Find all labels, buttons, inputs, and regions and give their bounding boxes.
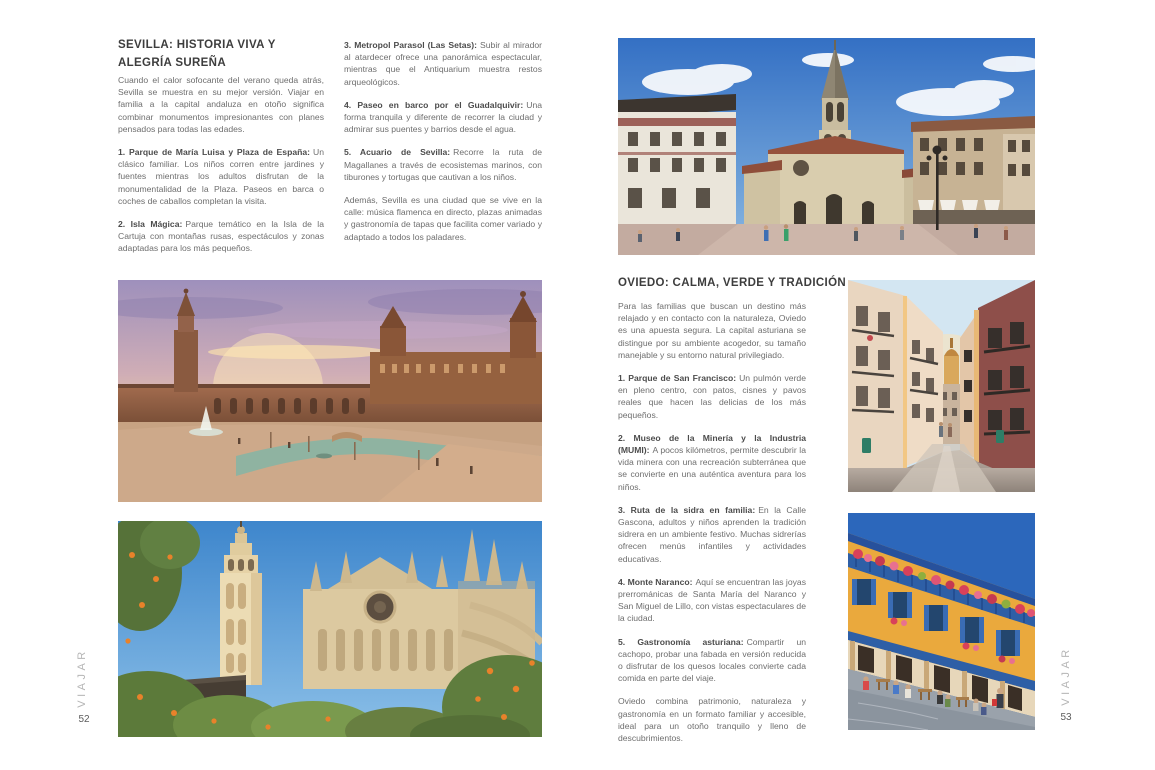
list-item-text: A pocos kilómetros, permite descubrir la vida minera con una recreación subterránea que se convierte en una auténtica aventura para los niños. [618,445,806,492]
list-item-label: 2. Museo de la Minería y la Industria (MUMI): [618,432,806,456]
list-item-label: 3. Metropol Parasol (Las Setas): [344,40,478,50]
list-item-text: Recorre la ruta de Magallanes a través de ecosistemas marinos, con tiburones y tortugas que cautivan a los niños. [344,147,542,182]
list-item-text: En la Calle Gascona, adultos y niños aprenden la tradición sidrera en un ambiente festivo. Muchas sidrerías ofrecen menús infantiles y actividades educativas. [618,504,806,564]
list-item-text: Subir al mirador al atardecer ofrece una panorámica espectacular, mientras que el Antiquarium muestra restos arqueológicos. [344,40,543,87]
list-item [618,576,806,625]
photo-oviedo-plaza-cafe [848,513,1035,730]
list-item-label: 3. Ruta de la sidra en familia: [618,504,756,515]
list-item-label: 2. Isla Mágica: [118,219,183,230]
page-title [118,36,378,72]
list-item [618,372,806,421]
left-page [0,0,577,770]
text-column [618,300,806,744]
magazine-section-label: VIAJAR [76,648,88,708]
list-item-label: 1. Parque de María Luisa y Plaza de España: [118,147,310,158]
list-item-text: Una forma tranquila y diferente de recorrer la ciudad y admirar sus puentes y barrios desde el agua. [344,99,542,135]
list-item-label: 4. Monte Naranco: [618,576,693,587]
list-item-label: 1. Parque de San Francisco: [618,373,737,384]
list-item [618,636,806,685]
page-number: 53 [1060,712,1072,723]
photo-oviedo-cathedral [618,38,1035,255]
photo-giralda-cathedral [118,521,542,737]
list-item [344,99,542,136]
page-title: OVIEDO: CALMA, VERDE Y TRADICIÓN [618,277,847,289]
list-item-text: Parque temático en la Isla de la Cartuja con montañas rusas, espectáculos y zonas adaptadas para los más pequeños. [118,219,324,254]
list-item-text: Aquí se encuentran las joyas prerrománicas de Santa María del Naranco y San Miguel de Lillo, con vistas espectaculares de la ciudad. [618,576,806,624]
closing-paragraph: Oviedo combina patrimonio, naturaleza y gastronomía en un formato familiar y accesible, ideal para un otoño tranquilo y lleno de descubrimientos. [618,696,806,744]
list-item-label: 5. Gastronomía asturiana: [618,636,744,647]
list-item [344,39,542,88]
page-title-line1: SEVILLA: HISTORIA VIVA Y [118,39,276,51]
text-column-1 [118,74,324,255]
list-item-text: Un pulmón verde en pleno centro, con patos, cisnes y pavos reales que hacen las delicias de los más pequeños. [618,373,806,420]
intro-paragraph: Para las familias que buscan un destino más relajado y en contacto con la naturaleza, Oviedo es una apuesta segura. La capital asturiana se distingue por su ambiente acogedor, su tamaño manejable y su entorno natural privilegiado. [618,301,806,360]
list-item [118,218,324,255]
list-item-text: Compartir un cachopo, probar una fabada en versión reducida o disfrutar de los quesos locales convierte cada comida en parte del viaje. [618,636,806,684]
photo-oviedo-street [848,280,1035,492]
right-page [577,0,1155,770]
page-title-line2: ALEGRÍA SUREÑA [118,57,226,69]
list-item [618,432,806,493]
photo-plaza-espana [118,280,542,502]
intro-paragraph: Cuando el calor sofocante del verano queda atrás, Sevilla se muestra en su mejor versión. Viajar en familia a la capital andaluza en otoño significa combinar monumentos impresionantes con planes pensados para todas las edades. [118,75,324,134]
list-item-label: 4. Paseo en barco por el Guadalquivir: [344,99,524,110]
list-item-label: 5. Acuario de Sevilla: [344,147,451,158]
magazine-section-label: VIAJAR [1060,646,1072,706]
list-item-text: Un clásico familiar. Los niños corren entre jardines y fuentes mientras los adultos disfrutan de la monumentalidad de la Plaza. Paseos en barca o coches de caballos completan la visita. [118,147,324,206]
list-item [618,504,806,565]
list-item [344,146,542,183]
text-column-2 [344,39,542,243]
list-item [118,146,324,207]
page-number: 52 [78,714,90,725]
closing-paragraph: Además, Sevilla es una ciudad que se vive en la calle: música flamenca en directo, plazas animadas y gastronomía de tapas que facilita comer variado y adaptado a todos los paladares. [344,195,542,242]
